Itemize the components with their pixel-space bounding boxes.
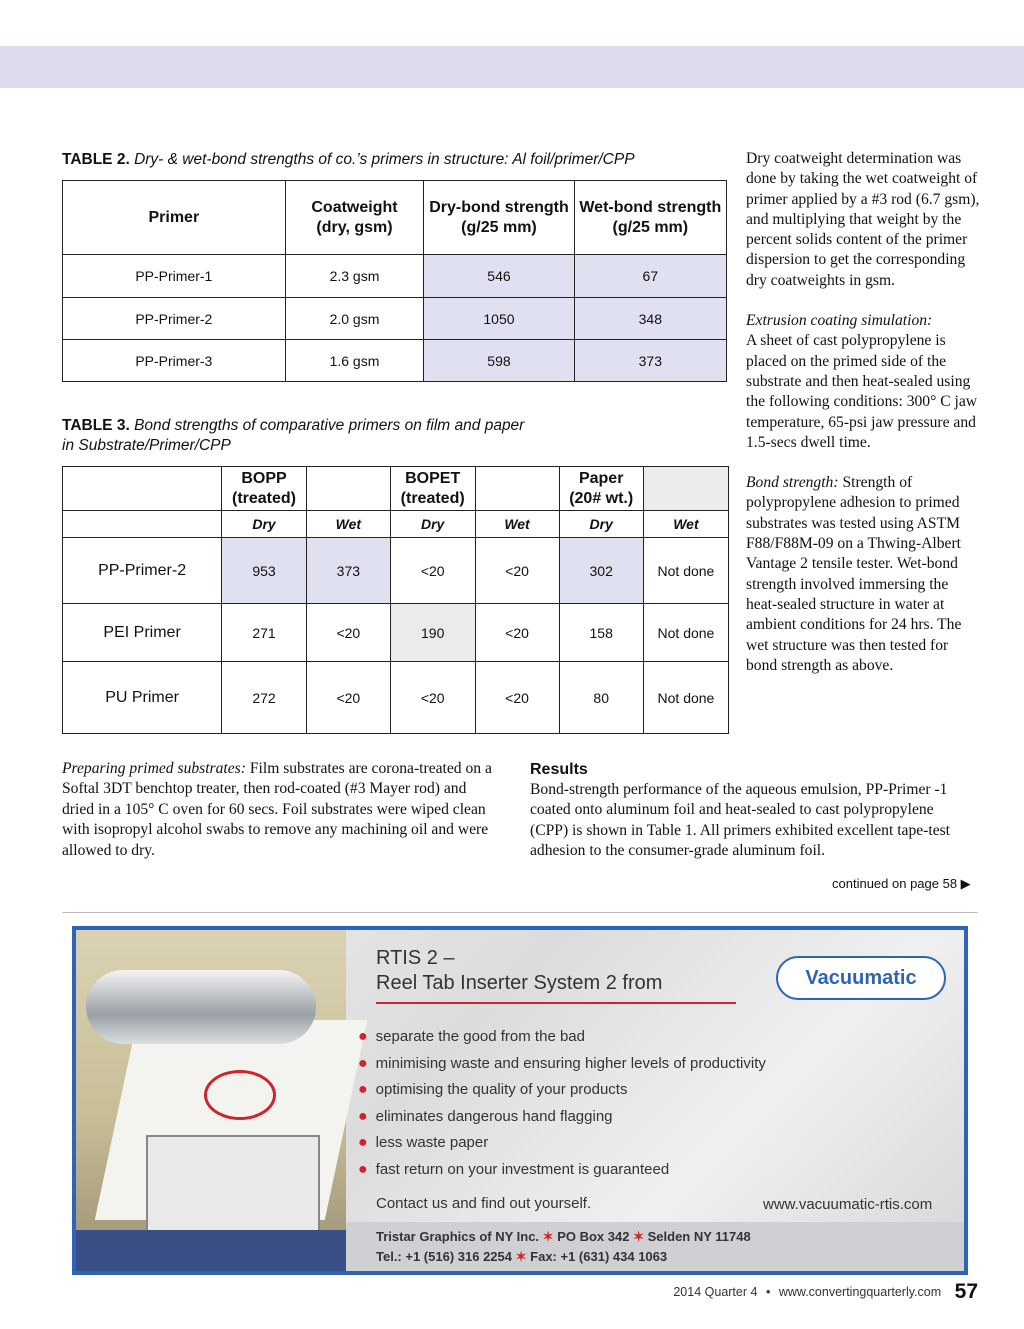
t2-cell: 373 — [574, 340, 726, 382]
results-text: Bond-strength performance of the aqueous emulsion, PP-Primer -1 coated onto aluminum foil and heat-sealed to cast polypropylene (CPP) is shown in Table 1. All primers exhibited excellent tape-test adhesion to the consumer-grade aluminum foil. — [530, 781, 951, 860]
ad-address-line2: Tel.: +1 (516) 316 2254 ✶ Fax: +1 (631) 434 1063 — [376, 1249, 668, 1264]
bullet-icon: ● — [358, 1134, 368, 1151]
table3-caption — [62, 416, 524, 456]
t3-sub-wet: Wet — [306, 511, 390, 538]
separator: • — [765, 1285, 771, 1299]
t3-sub-wet: Wet — [643, 511, 728, 538]
t3-cell: 80 — [559, 662, 643, 734]
page-number: 57 — [954, 1280, 978, 1303]
t2-header-dry-bond: Dry-bond strength (g/25 mm) — [424, 181, 574, 255]
table-row — [63, 298, 727, 340]
list-item: ● fast return on your investment is guaranteed — [358, 1160, 670, 1178]
t3-header-bopet: BOPET (treated) — [390, 467, 475, 511]
t3-header-blank — [475, 467, 559, 511]
t2-cell: PP-Primer-1 — [63, 255, 286, 298]
t3-header-paper: Paper (20# wt.) — [559, 467, 643, 511]
ad-contact-text: Contact us and find out yourself. — [376, 1195, 592, 1212]
table2 — [62, 180, 727, 382]
t3-cell: Not done — [643, 604, 728, 662]
t2-header-coatweight: Coatweight (dry, gsm) — [285, 181, 424, 255]
advertisement[interactable] — [72, 926, 968, 1275]
results-heading: Results — [530, 761, 588, 778]
table3-label: TABLE 3. — [62, 417, 130, 434]
t2-cell: PP-Primer-2 — [63, 298, 286, 340]
photo-roll — [86, 970, 316, 1044]
table-row — [63, 340, 727, 382]
t2-cell: 67 — [574, 255, 726, 298]
t3-row-label: PP-Primer-2 — [63, 538, 222, 604]
t3-cell: 158 — [559, 604, 643, 662]
t3-sub-dry: Dry — [559, 511, 643, 538]
continued-link[interactable]: continued on page 58 ▶ — [832, 876, 971, 891]
t3-cell: <20 — [306, 604, 390, 662]
right-column-text — [746, 149, 980, 696]
bullet-icon: ● — [358, 1160, 368, 1178]
table3-title: Bond strengths of comparative primers on film and paper — [134, 417, 525, 434]
paragraph: Dry coatweight determination was done by taking the wet coatweight of primer applied by a #3 rod (6.7 gsm), and multiplying that weight by the percent solids content of the primer dispersion to get the corresponding dry coatweights in gsm. — [746, 150, 980, 289]
t2-cell: 348 — [574, 298, 726, 340]
t3-cell: 373 — [306, 538, 390, 604]
t3-cell: 953 — [222, 538, 307, 604]
highlight-circle-icon — [204, 1070, 276, 1120]
t3-header-bopp: BOPP (treated) — [222, 467, 307, 511]
page-footer — [673, 1280, 978, 1304]
t2-cell: PP-Primer-3 — [63, 340, 286, 382]
ad-red-line — [376, 1002, 736, 1004]
t3-cell: 302 — [559, 538, 643, 604]
table2-label: TABLE 2. — [62, 151, 130, 168]
star-icon: ✶ — [542, 1229, 554, 1244]
t3-row-label: PU Primer — [63, 662, 222, 734]
bullet-icon: ● — [358, 1028, 368, 1045]
t3-header-blank — [643, 467, 728, 511]
t3-header-blank — [306, 467, 390, 511]
list-item: ● less waste paper — [358, 1134, 489, 1151]
paragraph: Bond strength: Strength of polypropylene adhesion to primed substrates was tested using ASTM F88/F88M-09 on a Thwing-Albert Vantage 2 tensile tester. Wet-bond strength involved immersing the heat-sealed structure in water at ambient conditions for 24 hrs. The wet structure was then tested for bond strength as above. — [746, 474, 962, 674]
prep-paragraph: Preparing primed substrates: Film substrates are corona-treated on a Softal 3DT benchtop treater, then rod-coated (#3 Mayer rod) and dried in a 105° C oven for 60 secs. Foil substrates were wiped clean with isopropyl alcohol swabs to remove any machining oil and were allowed to dry. — [62, 760, 492, 859]
ad-address-line1: Tristar Graphics of NY Inc. ✶ PO Box 342 ✶ Selden NY 11748 — [376, 1229, 751, 1244]
header-band — [0, 46, 1024, 88]
ad-bullet-list — [358, 1024, 766, 1183]
table-row — [63, 538, 729, 604]
table3-title-line2: in Substrate/Primer/CPP — [62, 437, 231, 454]
vacuumatic-logo: Vacuumatic — [776, 956, 946, 1000]
t2-cell: 1050 — [424, 298, 574, 340]
list-item: ● separate the good from the bad — [358, 1028, 585, 1045]
paragraph: Extrusion coating simulation: A sheet of cast polypropylene is placed on the primed side of the substrate and then heat-sealed using the following conditions: 300° C jaw temperature, 65-psi jaw pressure and 1.5-secs dwell time. — [746, 312, 978, 451]
t3-row-label: PEI Primer — [63, 604, 222, 662]
t2-cell: 2.3 gsm — [285, 255, 424, 298]
bullet-icon: ● — [358, 1054, 368, 1072]
issue-label: 2014 Quarter 4 — [673, 1285, 758, 1299]
t3-cell: 190 — [390, 604, 475, 662]
t2-header-wet-bond: Wet-bond strength (g/25 mm) — [574, 181, 726, 255]
ad-machine-photo — [76, 930, 346, 1271]
bullet-icon: ● — [358, 1081, 368, 1098]
table-row — [63, 662, 729, 734]
t2-cell: 2.0 gsm — [285, 298, 424, 340]
ad-url-link[interactable]: www.vacuumatic-rtis.com — [763, 1196, 933, 1213]
t3-cell: <20 — [390, 662, 475, 734]
t2-cell: 1.6 gsm — [285, 340, 424, 382]
t3-cell: <20 — [475, 538, 559, 604]
t3-sub-wet: Wet — [475, 511, 559, 538]
table2-title: Dry- & wet-bond strengths of co.’s primers in structure: Al foil/primer/CPP — [134, 151, 635, 168]
list-item: ● eliminates dangerous hand flagging — [358, 1107, 613, 1125]
t3-cell: <20 — [475, 604, 559, 662]
t3-cell: 272 — [222, 662, 307, 734]
t3-cell: <20 — [390, 538, 475, 604]
star-icon: ✶ — [633, 1229, 644, 1244]
table3 — [62, 466, 729, 734]
t3-cell: Not done — [643, 662, 728, 734]
ad-title: RTIS 2 – Reel Tab Inserter System 2 from — [376, 947, 663, 994]
t3-header-blank — [63, 467, 222, 511]
photo-base — [76, 1230, 346, 1271]
t3-cell: Not done — [643, 538, 728, 604]
t3-subheader-row — [63, 511, 729, 538]
list-item: ● minimising waste and ensuring higher levels of productivity — [358, 1054, 766, 1072]
results-section — [530, 759, 972, 862]
t3-cell: 271 — [222, 604, 307, 662]
site-link[interactable]: www.convertingquarterly.com — [778, 1285, 942, 1299]
t2-cell: 546 — [424, 255, 574, 298]
t3-cell: <20 — [306, 662, 390, 734]
t3-cell: <20 — [475, 662, 559, 734]
list-item: ● optimising the quality of your products — [358, 1081, 628, 1098]
t2-header-primer: Primer — [63, 181, 286, 255]
bullet-icon: ● — [358, 1107, 368, 1125]
divider — [62, 912, 978, 913]
table-row — [63, 604, 729, 662]
table2-caption — [62, 150, 635, 170]
t3-sub-dry: Dry — [222, 511, 307, 538]
t3-sub-dry: Dry — [390, 511, 475, 538]
table-row — [63, 255, 727, 298]
t3-sub-blank — [63, 511, 222, 538]
star-icon: ✶ — [515, 1249, 527, 1264]
t2-cell: 598 — [424, 340, 574, 382]
